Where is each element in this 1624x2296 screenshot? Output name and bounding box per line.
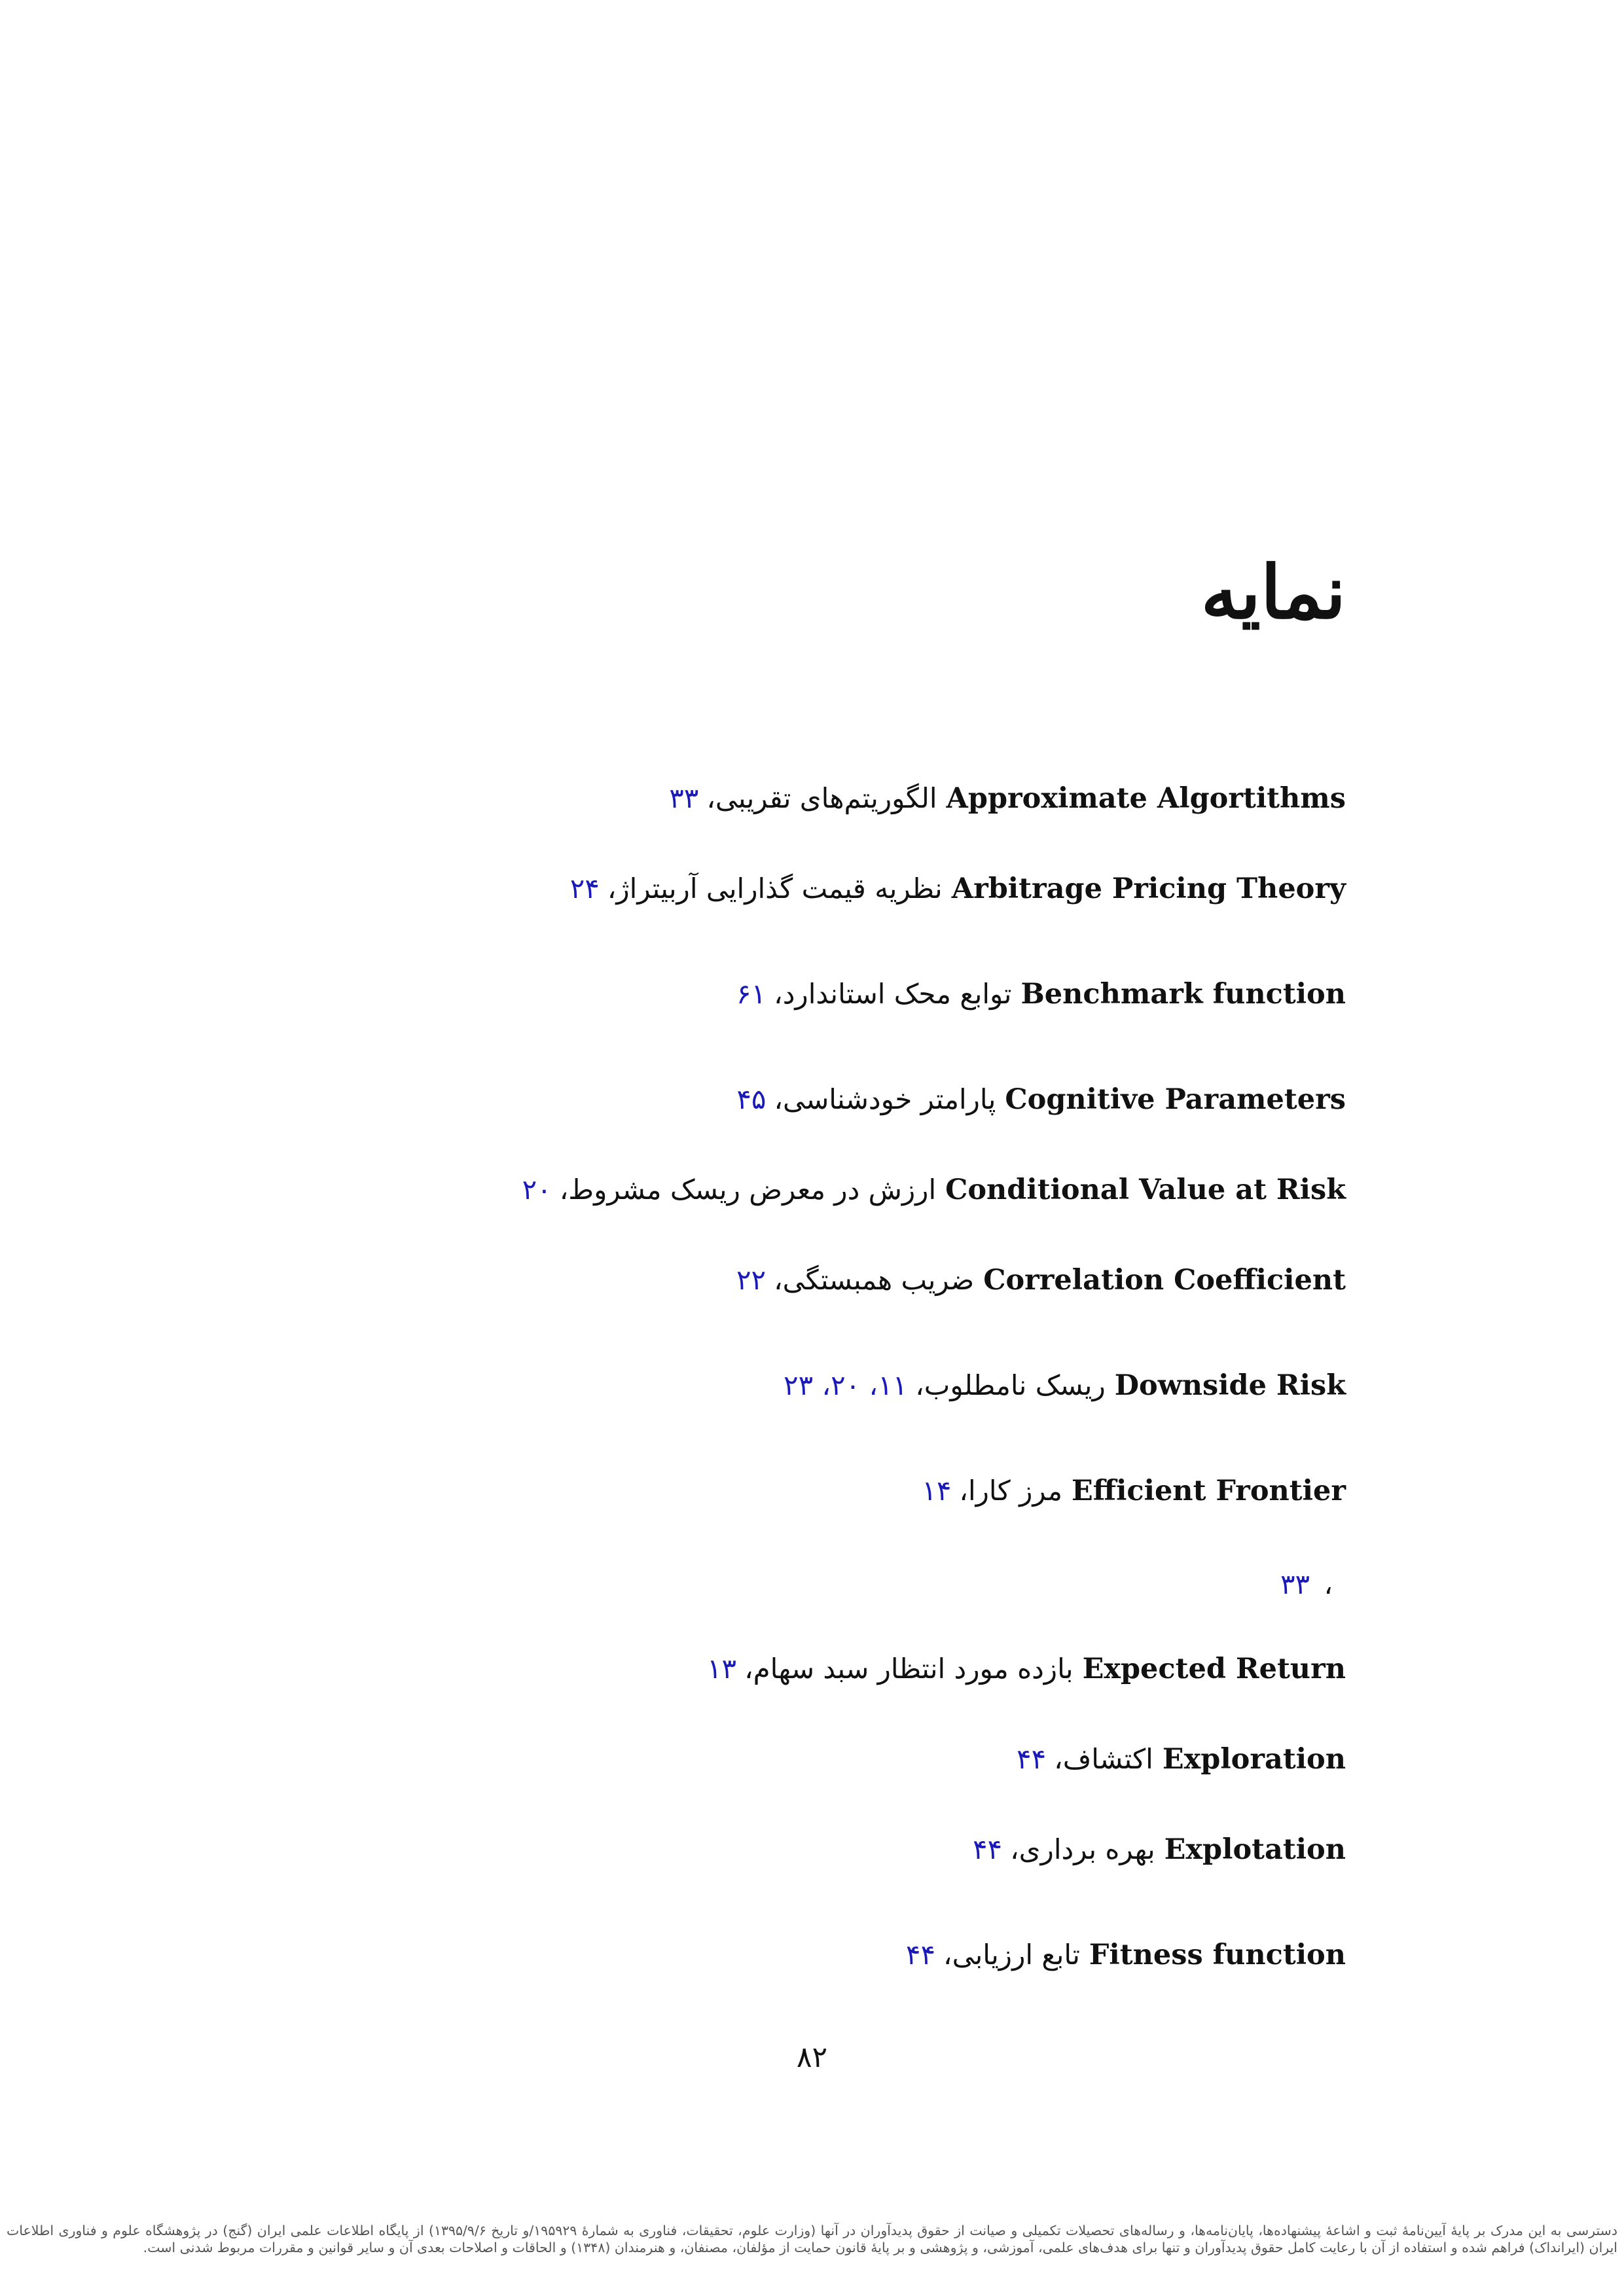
entry-term-fa: تابع ارزیابی،: [943, 1939, 1080, 1971]
entry-term-en: Expected Return: [1082, 1653, 1346, 1685]
entry-term-fa: الگوریتم‌های تقریبی،: [706, 782, 937, 814]
entry-term-en: Arbitrage Pricing Theory: [951, 872, 1346, 905]
entry-page-link[interactable]: ۲۲: [736, 1264, 767, 1296]
continuation-separator: ،: [1324, 1568, 1333, 1600]
page-number: ۸۲: [796, 2041, 828, 2074]
index-entry-correlation-coefficient: [736, 1266, 1346, 1295]
entry-term-en: Benchmark function: [1020, 978, 1346, 1011]
entry-term-fa: بازده مورد انتظار سبد سهام،: [744, 1653, 1074, 1685]
entry-page-link[interactable]: ۴۴: [1017, 1743, 1047, 1775]
entry-page-link[interactable]: ۲۴: [569, 872, 600, 905]
index-entry-expected-return: [707, 1655, 1346, 1683]
index-entry-cognitive-parameters: [736, 1085, 1346, 1114]
entry-term-en: Correlation Coefficient: [983, 1264, 1346, 1297]
entry-term-fa: توابع محک استاندارد،: [774, 978, 1012, 1010]
index-entry-explotation: [973, 1835, 1346, 1864]
entry-page-link[interactable]: ۴۵: [736, 1083, 767, 1115]
entry-page-link[interactable]: ۱۱، ۲۰، ۲۳: [784, 1369, 908, 1401]
entry-term-en: Explotation: [1164, 1833, 1346, 1866]
index-entry-efficient-frontier: [922, 1477, 1346, 1505]
index-entry-conditional-value-at-risk: [522, 1175, 1346, 1204]
entry-term-en: Exploration: [1162, 1743, 1346, 1776]
entry-term-fa: نظریه قیمت گذارایی آربیتراژ،: [607, 872, 943, 905]
entry-term-fa: مرز کارا،: [959, 1475, 1063, 1507]
entry-page-link[interactable]: ۳۳: [1280, 1568, 1310, 1600]
entry-term-fa: ضریب همبستگی،: [774, 1264, 975, 1296]
index-entry-fitness-function: [906, 1941, 1346, 1969]
entry-term-en: Cognitive Parameters: [1005, 1083, 1346, 1116]
index-entry-exploration: [1017, 1745, 1346, 1774]
entry-page-link[interactable]: ۴۴: [972, 1833, 1003, 1865]
entry-term-en: Approximate Algortithms: [946, 782, 1346, 815]
index-continuation-line: [1280, 1568, 1333, 1600]
entry-term-fa: ریسک نامطلوب،: [915, 1369, 1106, 1401]
entry-term-en: Conditional Value at Risk: [945, 1174, 1346, 1206]
index-entry-benchmark-function: [736, 980, 1346, 1009]
entry-term-en: Downside Risk: [1114, 1369, 1346, 1402]
entry-term-fa: اکتشاف،: [1054, 1743, 1153, 1775]
entry-term-en: Fitness function: [1089, 1939, 1346, 1971]
page-title: نمایه: [1200, 550, 1346, 636]
entry-page-link[interactable]: ۱۴: [922, 1475, 952, 1507]
copyright-notice: دسترسی به این مدرک بر پایهٔ آیین‌نامهٔ ثبت و اشاعهٔ پیشنهاده‌ها، پایان‌نامه‌ها، و رساله‌های تحصیلات تکمیلی و صیانت از حقوق پدیدآوران در آنها (وزارت علوم، تحقیقات، فناوری به شمارهٔ ۱۹۵۹۲۹/و تاریخ ۱۳۹۵/۹/۶) از پایگاه اطلاعات علمی ایران (گنج) در پژوهشگاه علوم و فناوری اطلاعات ایران (ایرانداک) فراهم شده و استفاده از آن با رعایت کامل حقوق پدیدآوران و تنها برای هدف‌های علمی، آموزشی، و پژوهشی و بر پایهٔ قانون حمایت از مؤلفان، مصنفان، و هنرمندان (۱۳۴۸) و الحاقات و اصلاحات بعدی آن و سایر قوانین و مقررات مربوط شدنی است.: [7, 2223, 1617, 2255]
entry-page-link[interactable]: ۱۳: [707, 1653, 737, 1685]
entry-term-en: Efficient Frontier: [1072, 1475, 1346, 1507]
entry-page-link[interactable]: ۶۱: [736, 978, 767, 1010]
entry-term-fa: ارزش در معرض ریسک مشروط،: [559, 1174, 937, 1206]
entry-term-fa: بهره برداری،: [1010, 1833, 1155, 1865]
index-entry-approximate-algorithms: [669, 784, 1346, 813]
entry-page-link[interactable]: ۴۴: [905, 1939, 936, 1971]
index-entry-arbitrage-pricing-theory: [570, 874, 1346, 903]
entry-term-fa: پارامتر خودشناسی،: [774, 1083, 996, 1115]
index-entry-downside-risk: [784, 1371, 1346, 1400]
entry-page-link[interactable]: ۲۰: [522, 1174, 552, 1206]
entry-page-link[interactable]: ۳۳: [669, 782, 699, 814]
